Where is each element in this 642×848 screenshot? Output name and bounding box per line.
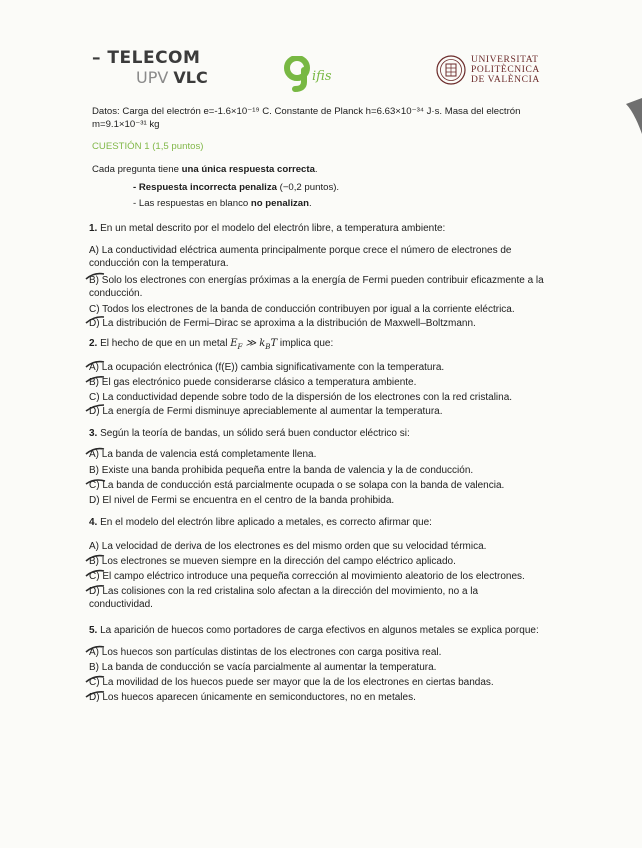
question-2-number: 2. [89, 338, 98, 349]
scribble-mark-q4b [84, 550, 108, 564]
instructions-blank [133, 197, 312, 210]
penalty-value: (−0,2 puntos). [276, 182, 340, 193]
scribble-mark-q2b [84, 371, 108, 385]
question-2-math-e: E [230, 338, 238, 349]
question-1-text: En un metal descrito por el modelo del electrón libre, a temperatura ambiente: [100, 223, 446, 234]
question-2-math-k: ≫ k [242, 338, 266, 349]
question-4-option-d: D) Las colisiones con la red cristalina solo afectan a la dirección del movimiento, no a la conductividad. [89, 586, 479, 610]
question-3-text: Según la teoría de bandas, un sólido será buen conductor eléctrico si: [100, 428, 410, 439]
question-2-option-d: D) La energía de Fermi disminuye apreciablemente al aumentar la temperatura. [89, 406, 443, 417]
question-3-option-b: B) Existe una banda prohibida pequeña entre la banda de valencia y la de conducción. [89, 465, 474, 476]
blank-b: no penalizan [250, 198, 309, 209]
question-2-math-b: B [265, 343, 271, 351]
datos-line-1: Datos: Carga del electrón e=-1.6×10⁻¹⁹ C. Constante de Planck h=6.63×10⁻³⁴ J·s. Masa del electrón [92, 106, 521, 117]
question-2-option-a: A) La ocupación electrónica (f(E)) cambia significativamente con la temperatura. [89, 362, 445, 373]
blank-a: - Las respuestas en blanco [133, 198, 251, 209]
upv-seal-icon [436, 55, 466, 85]
scribble-mark-q5a [84, 641, 108, 655]
instructions-intro [92, 163, 318, 176]
question-5-option-c: C) La movilidad de los huecos puede ser mayor que la de los electrones en ciertas bandas. [89, 677, 494, 688]
telecom-dash: – [92, 48, 108, 68]
vlc-text: VLC [173, 68, 208, 87]
question-5-number: 5. [89, 625, 98, 636]
question-4-option-b: B) Los electrones se mueven siempre en la dirección del campo eléctrico aplicado. [89, 556, 456, 567]
blank-c: . [308, 198, 312, 209]
question-1-option-d: D) La distribución de Fermi–Dirac se aproxima a la distribución de Maxwell–Boltzmann. [89, 318, 476, 329]
scribble-mark-q4c [84, 565, 108, 579]
page-edge-shadow [620, 98, 642, 138]
question-3-option-d: D) El nivel de Fermi se encuentra en el centro de la banda prohibida. [89, 495, 395, 506]
scribble-mark-q1d [84, 312, 108, 326]
scribble-mark-q4d [84, 580, 108, 594]
question-2 [89, 337, 333, 354]
upv-text: UPV [136, 68, 174, 87]
scribble-mark-q5d [84, 686, 108, 700]
instructions-penalty [133, 181, 339, 194]
upv-name-text: UNIVERSITAT POLITÈCNICA DE VALÈNCIA [471, 55, 540, 85]
question-2-option-c: C) La conductividad depende sobre todo de la dispersión de los electrones con la red cristalina. [89, 392, 513, 403]
scribble-mark-q2a [84, 356, 108, 370]
question-3 [89, 427, 410, 440]
question-5-text: La aparición de huecos como portadores de carga efectivos en algunos metales se explica porque: [100, 625, 539, 636]
question-2-math-f: F [237, 343, 243, 351]
scribble-mark-q3c [84, 474, 108, 488]
question-4-option-a: A) La velocidad de deriva de los electrones es del mismo orden que su velocidad térmica. [89, 541, 487, 552]
question-2-option-b: B) El gas electrónico puede considerarse clásico a temperatura ambiente. [89, 377, 417, 388]
question-3-number: 3. [89, 428, 98, 439]
question-1-option-c: C) Todos los electrones de la banda de conducción contribuyen por igual a la corriente eléctrica. [89, 304, 515, 315]
question-5-option-a: A) Los huecos son partículas distintas de los electrones con carga positiva real. [89, 647, 442, 658]
scribble-mark-q5c [84, 671, 108, 685]
scribble-mark-q2d [84, 400, 108, 414]
question-1-option-b: B) Solo los electrones con energías próximas a la energía de Fermi pueden contribuir eficazmente a la conducción. [89, 275, 544, 299]
question-1-number: 1. [89, 223, 98, 234]
instructions-intro-b: una única respuesta correcta [181, 164, 315, 175]
question-3-option-c: C) La banda de conducción está parcialmente ocupada o se solapa con la banda de valencia. [89, 480, 505, 491]
datos-line-2: m=9.1×10⁻³¹ kg [92, 119, 160, 130]
question-2-text-a: El hecho de que en un metal [100, 338, 231, 349]
question-2-math-t: T [270, 338, 278, 349]
scribble-mark-q1b [84, 268, 108, 282]
ifis-logo-mark [282, 56, 314, 92]
question-4-number: 4. [89, 517, 98, 528]
ifis-logo [282, 56, 352, 96]
question-2-text-b: implica que: [277, 338, 334, 349]
question-5 [89, 624, 539, 637]
question-4-text: En el modelo del electrón libre aplicado a metales, es correcto afirmar que: [100, 517, 432, 528]
question-3-option-a: A) La banda de valencia está completamente llena. [89, 449, 317, 460]
question-1 [89, 222, 445, 235]
question-5-option-d: D) Los huecos aparecen únicamente en semiconductores, no en metales. [89, 692, 416, 703]
penalty-bold: - Respuesta incorrecta penaliza [133, 182, 277, 193]
instructions-intro-c: . [314, 164, 318, 175]
question-5-option-b: B) La banda de conducción se vacía parcialmente al aumentar la temperatura. [89, 662, 437, 673]
telecom-text: TELECOM [107, 48, 201, 68]
question-4-option-c: C) El campo eléctrico introduce una pequeña corrección al movimiento aleatorio de los electrones. [89, 571, 525, 582]
telecom-upv-logo [92, 50, 208, 86]
question-4 [89, 516, 432, 529]
cuestion-title: CUESTIÓN 1 (1,5 puntos) [92, 141, 204, 152]
scribble-mark-q3a [84, 443, 108, 457]
ifis-text: ifis [312, 69, 332, 84]
question-1-option-a: A) La conductividad eléctrica aumenta principalmente porque crece el número de electrones de conducción con la temperatura. [89, 245, 512, 269]
instructions-intro-a: Cada pregunta tiene [92, 164, 182, 175]
